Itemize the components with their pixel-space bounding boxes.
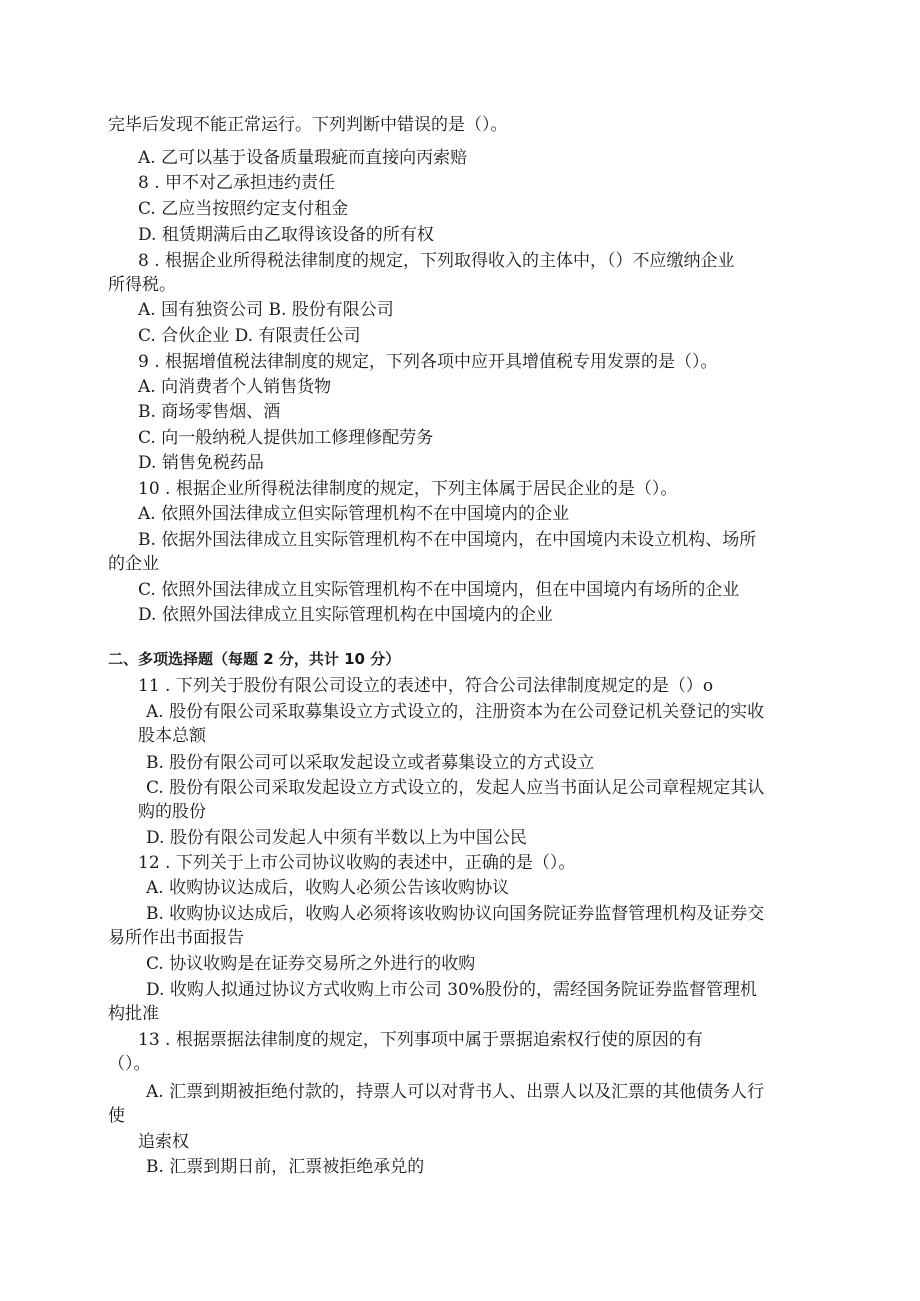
text-line: 购的股份: [138, 802, 206, 822]
option-line: B. 依据外国法律成立且实际管理机构不在中国境内，在中国境内未设立机构、场所: [138, 530, 757, 550]
option-line: B. 收购协议达成后，收购人必须将该收购协议向国务院证券监督管理机构及证券交: [146, 904, 765, 924]
option-line: A. 乙可以基于设备质量瑕疵而直接向丙索赔: [138, 148, 468, 168]
question-line: 12 . 下列关于上市公司协议收购的表述中，正确的是（）。: [138, 853, 576, 873]
question-line: 10 . 根据企业所得税法律制度的规定，下列主体属于居民企业的是（）。: [138, 479, 678, 499]
text-line: 股本总额: [138, 726, 206, 746]
option-line: A. 汇票到期被拒绝付款的，持票人可以对背书人、出票人以及汇票的其他债务人行: [146, 1082, 765, 1102]
question-line: 11 . 下列关于股份有限公司设立的表述中，符合公司法律制度规定的是（）o: [138, 676, 714, 696]
option-line: D. 收购人拟通过协议方式收购上市公司 30%股份的，需经国务院证券监督管理机: [146, 980, 758, 1000]
option-line: D. 依照外国法律成立且实际管理机构在中国境内的企业: [138, 605, 553, 625]
option-line: B. 商场零售烟、酒: [138, 402, 281, 422]
question-line: 13 . 根据票据法律制度的规定，下列事项中属于票据追索权行使的原因的有: [138, 1030, 703, 1050]
option-line: B. 汇票到期日前，汇票被拒绝承兑的: [146, 1157, 425, 1177]
text-line: 的企业: [108, 554, 159, 574]
text-line: （）。: [108, 1054, 151, 1074]
option-line: A. 依照外国法律成立但实际管理机构不在中国境内的企业: [138, 504, 570, 524]
text-line: 构批准: [108, 1004, 159, 1024]
option-line: D. 租赁期满后由乙取得该设备的所有权: [138, 225, 434, 245]
option-line: D. 销售免税药品: [138, 453, 264, 473]
text-line: 所得税。: [108, 275, 176, 295]
option-line: C. 乙应当按照约定支付租金: [138, 199, 349, 219]
text-line: 使: [108, 1106, 125, 1126]
text-line: 完毕后发现不能正常运行。下列判断中错误的是（）。: [108, 115, 508, 135]
option-line: C. 合伙企业 D. 有限责任公司: [138, 326, 361, 346]
option-line: A. 股份有限公司采取募集设立方式设立的，注册资本为在公司登记机关登记的实收: [146, 702, 765, 722]
option-line: C. 协议收购是在证券交易所之外进行的收购: [146, 954, 476, 974]
option-line: C. 股份有限公司采取发起设立方式设立的，发起人应当书面认足公司章程规定其认: [146, 778, 765, 798]
text-line: 易所作出书面报告: [108, 928, 244, 948]
option-line: C. 向一般纳税人提供加工修理修配劳务: [138, 428, 434, 448]
question-line: 8 . 根据企业所得税法律制度的规定，下列取得收入的主体中，（）不应缴纳企业: [138, 251, 735, 271]
option-line: 8 . 甲不对乙承担违约责任: [138, 173, 336, 193]
option-line: B. 股份有限公司可以采取发起设立或者募集设立的方式设立: [146, 753, 595, 773]
text-line: 追索权: [138, 1132, 189, 1152]
section-heading: 二、多项选择题（每题 2 分，共计 10 分）: [108, 650, 401, 668]
option-line: C. 依照外国法律成立且实际管理机构不在中国境内，但在中国境内有场所的企业: [138, 580, 740, 600]
question-line: 9 . 根据增值税法律制度的规定，下列各项中应开具增值税专用发票的是（）。: [138, 352, 718, 372]
option-line: A. 向消费者个人销售货物: [138, 377, 332, 397]
option-line: D. 股份有限公司发起人中须有半数以上为中国公民: [146, 828, 527, 848]
option-line: A. 国有独资公司 B. 股份有限公司: [138, 300, 394, 320]
option-line: A. 收购协议达成后，收购人必须公告该收购协议: [146, 878, 510, 898]
